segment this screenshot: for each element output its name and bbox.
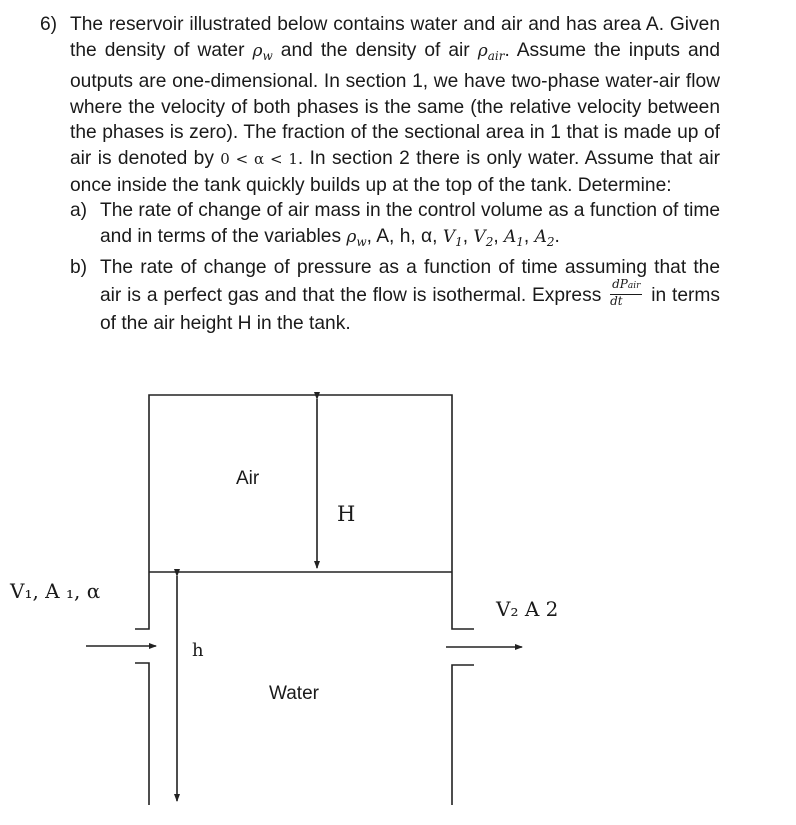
- h-label: h: [192, 640, 204, 661]
- rho-water-a: $\rho_w$: [346, 226, 367, 249]
- problem-statement: [40, 12, 720, 337]
- a2-symbol: $A_2$: [534, 226, 555, 249]
- problem-parts: [70, 198, 720, 336]
- problem-number: 6): [40, 14, 58, 35]
- tank-left-wall-lower: [135, 663, 149, 805]
- part-a-vars: , A, h, α,: [366, 225, 443, 247]
- part-a: a) The rate of change of air mass in the control volume as a function of time and in terms of the variables $\rho_w$, A, h, α, $V_1$, $V_2$, $A_1$, $A_2$.: [70, 200, 720, 249]
- tank-right-wall-upper: [452, 572, 474, 629]
- intro-text-1: The reservoir illustrated below contains water and air and has area A. Given the density of water: [70, 14, 720, 61]
- part-a-label: a): [70, 200, 88, 222]
- v2-symbol: $V_2$: [473, 226, 494, 249]
- v1-symbol: $V_1$: [442, 226, 463, 249]
- rho-air: $\rho_{air}$: [477, 40, 505, 63]
- air-label: Air: [236, 468, 260, 489]
- part-a-text: The rate of change of air mass in the control volume as a function of time and in terms of the variables: [100, 200, 720, 247]
- intro-text-3: . Assume the inputs and outputs are one-dimensional. In section 1, we have two-phase water-air flow where the velocity of both phases is the same (the relative velocity between the phases is zero). The fraction of the sectional area in 1 that is made up of air is denoted by: [70, 39, 721, 169]
- alpha-inequality: 0 < α < 1: [220, 149, 298, 168]
- a1-symbol: $A_1$: [504, 226, 524, 249]
- part-b-text-end: in terms of the air height H in the tank.: [100, 285, 720, 334]
- part-b-label: b): [70, 257, 88, 279]
- inlet-label: V₁, A ₁, α: [10, 579, 101, 603]
- intro-text-2: and the density of air: [272, 39, 478, 61]
- problem-intro: [70, 12, 720, 198]
- part-b: [70, 255, 720, 336]
- rho-water: $\rho_w$: [252, 40, 273, 63]
- dpair-dt-fraction: $\frac{\text{dPair}}{dt}$: [610, 276, 641, 308]
- tank-left-wall-upper: [135, 572, 149, 629]
- tank-top-outline: [149, 395, 452, 572]
- outlet-label: V₂ A 2: [496, 597, 559, 621]
- reservoir-diagram: [0, 385, 796, 815]
- H-label: H: [337, 502, 356, 526]
- part-b-text: The rate of change of pressure as a function of time assuming that the air is a perfect gas and that the flow is isothermal. Express: [100, 257, 720, 307]
- intro-text-4: . In section 2 there is only water. Assume that air once inside the tank quickly builds up at the top of the tank. Determine:: [70, 147, 720, 196]
- water-label: Water: [269, 683, 319, 704]
- tank-right-wall-lower: [452, 665, 474, 805]
